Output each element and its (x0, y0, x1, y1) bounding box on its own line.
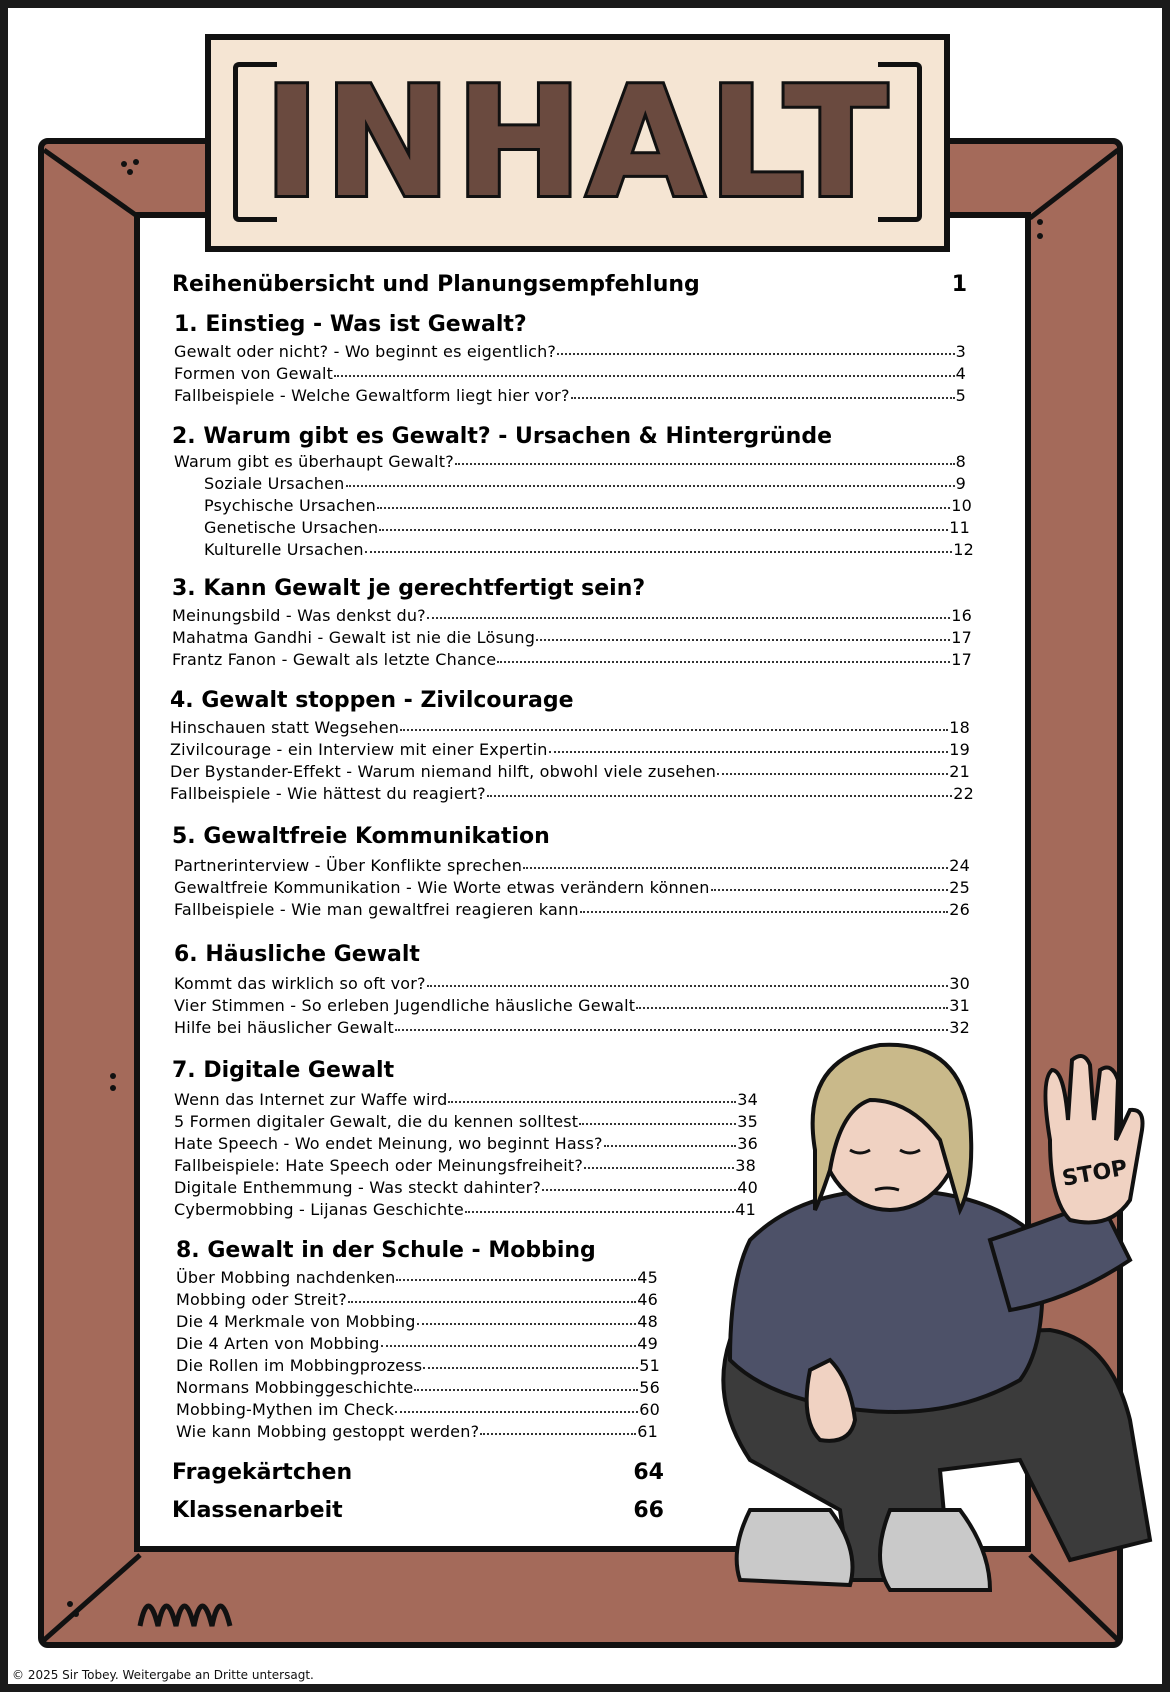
section-title-3: 3. Kann Gewalt je gerechtfertigt sein? (172, 576, 646, 601)
entry-page: 21 (949, 762, 970, 781)
toc-overview-page: 1 (951, 272, 967, 297)
entry-label: Hate Speech - Wo endet Meinung, wo beginnt Hass? (174, 1134, 603, 1153)
extra-page: 64 (633, 1460, 664, 1485)
entry-page: 12 (953, 540, 974, 559)
entry-page: 26 (949, 900, 970, 919)
toc-entry[interactable] (204, 496, 972, 515)
section-title-5: 5. Gewaltfreie Kommunikation (172, 824, 550, 849)
entry-page: 41 (735, 1200, 756, 1219)
entry-page: 34 (737, 1090, 758, 1109)
toc-entry[interactable] (174, 342, 966, 361)
toc-entry[interactable] (174, 900, 970, 919)
entry-page: 40 (737, 1178, 758, 1197)
toc-entry[interactable] (172, 606, 972, 625)
entry-label: Die Rollen im Mobbingprozess (176, 1356, 423, 1375)
entry-page: 9 (955, 474, 966, 493)
entry-label: Kulturelle Ursachen (204, 540, 364, 559)
section-title-1: 1. Einstieg - Was ist Gewalt? (174, 312, 527, 337)
entry-label: Wie kann Mobbing gestoppt werden? (176, 1422, 480, 1441)
entry-page: 8 (955, 452, 966, 471)
entry-label: Fallbeispiele - Welche Gewaltform liegt hier vor? (174, 386, 570, 405)
entry-label: Soziale Ursachen (204, 474, 345, 493)
toc-entry[interactable] (176, 1290, 658, 1309)
entry-label: Mobbing oder Streit? (176, 1290, 347, 1309)
section-title-2: 2. Warum gibt es Gewalt? - Ursachen & Hintergründe (172, 424, 832, 449)
copyright-footer: © 2025 Sir Tobey. Weitergabe an Dritte untersagt. (12, 1668, 314, 1682)
toc-entry[interactable] (204, 540, 974, 559)
entry-label: Hilfe bei häuslicher Gewalt (174, 1018, 395, 1037)
entry-page: 5 (955, 386, 966, 405)
entry-page: 48 (637, 1312, 658, 1331)
entry-page: 3 (955, 342, 966, 361)
entry-page: 61 (637, 1422, 658, 1441)
entry-label: Mobbing-Mythen im Check (176, 1400, 395, 1419)
toc-entry[interactable] (174, 1112, 758, 1131)
toc-overview[interactable] (172, 272, 967, 297)
entry-label: Fallbeispiele - Wie man gewaltfrei reagieren kann (174, 900, 579, 919)
entry-page: 10 (951, 496, 972, 515)
entry-label: Wenn das Internet zur Waffe wird (174, 1090, 448, 1109)
entry-label: Digitale Enthemmung - Was steckt dahinter? (174, 1178, 542, 1197)
toc-entry[interactable] (172, 628, 972, 647)
section-title-6: 6. Häusliche Gewalt (174, 942, 420, 967)
entry-page: 56 (639, 1378, 660, 1397)
entry-page: 18 (949, 718, 970, 737)
entry-label: Gewaltfreie Kommunikation - Wie Worte etwas verändern können (174, 878, 710, 897)
entry-label: Partnerinterview - Über Konflikte sprechen (174, 856, 523, 875)
entry-label: Die 4 Arten von Mobbing (176, 1334, 380, 1353)
entry-page: 45 (637, 1268, 658, 1287)
entry-page: 24 (949, 856, 970, 875)
entry-label: Genetische Ursachen (204, 518, 379, 537)
section-title-8: 8. Gewalt in der Schule - Mobbing (176, 1238, 596, 1263)
entry-page: 36 (737, 1134, 758, 1153)
extra-label: Klassenarbeit (172, 1498, 343, 1523)
entry-label: Über Mobbing nachdenken (176, 1268, 396, 1287)
entry-label: Fallbeispiele - Wie hättest du reagiert? (170, 784, 486, 803)
toc-entry[interactable] (174, 452, 966, 471)
entry-label: Hinschauen statt Wegsehen (170, 718, 400, 737)
entry-page: 11 (949, 518, 970, 537)
entry-label: Der Bystander-Effekt - Warum niemand hilft, obwohl viele zusehen (170, 762, 717, 781)
entry-page: 25 (949, 878, 970, 897)
toc-overview-label: Reihenübersicht und Planungsempfehlung (172, 272, 700, 297)
entry-label: Meinungsbild - Was denkst du? (172, 606, 426, 625)
toc-entry[interactable] (176, 1334, 658, 1353)
toc-entry[interactable] (176, 1400, 660, 1419)
entry-page: 22 (953, 784, 974, 803)
entry-page: 17 (951, 650, 972, 669)
title-banner (205, 34, 950, 252)
toc-entry[interactable] (176, 1422, 658, 1441)
entry-label: Vier Stimmen - So erleben Jugendliche häusliche Gewalt (174, 996, 636, 1015)
toc-entry[interactable] (204, 474, 966, 493)
toc-entry[interactable] (174, 974, 970, 993)
toc-extra-klassenarbeit[interactable] (172, 1498, 664, 1523)
section-title-4: 4. Gewalt stoppen - Zivilcourage (170, 688, 574, 713)
entry-label: Mahatma Gandhi - Gewalt ist nie die Lösung (172, 628, 536, 647)
toc-entry[interactable] (170, 762, 970, 781)
entry-page: 49 (637, 1334, 658, 1353)
toc-entry[interactable] (174, 1156, 756, 1175)
section-title-7: 7. Digitale Gewalt (172, 1058, 395, 1083)
entry-label: Kommt das wirklich so oft vor? (174, 974, 426, 993)
toc-entry[interactable] (176, 1268, 658, 1287)
extra-page: 66 (633, 1498, 664, 1523)
toc-entry[interactable] (170, 718, 970, 737)
entry-page: 51 (639, 1356, 660, 1375)
toc-entry[interactable] (174, 1090, 758, 1109)
toc-entry[interactable] (172, 650, 972, 669)
entry-label: Warum gibt es überhaupt Gewalt? (174, 452, 454, 471)
toc-entry[interactable] (174, 364, 966, 383)
toc-extra-fragekaertchen[interactable] (172, 1460, 664, 1485)
extra-label: Fragekärtchen (172, 1460, 353, 1485)
entry-label: Psychische Ursachen (204, 496, 376, 515)
entry-page: 4 (955, 364, 966, 383)
toc-entry[interactable] (176, 1312, 658, 1331)
toc-entry[interactable] (174, 1134, 758, 1153)
entry-page: 17 (951, 628, 972, 647)
page-title: INHALT (263, 54, 892, 231)
stop-text: STOP (1060, 1155, 1130, 1192)
toc-entry[interactable] (174, 996, 970, 1015)
toc-entry[interactable] (170, 740, 970, 759)
entry-label: Formen von Gewalt (174, 364, 334, 383)
toc-entry[interactable] (176, 1356, 660, 1375)
entry-label: Zivilcourage - ein Interview mit einer Expertin (170, 740, 548, 759)
entry-page: 16 (951, 606, 972, 625)
entry-page: 32 (949, 1018, 970, 1037)
toc-entry[interactable] (176, 1378, 660, 1397)
entry-page: 30 (949, 974, 970, 993)
toc-entry[interactable] (204, 518, 970, 537)
entry-page: 31 (949, 996, 970, 1015)
entry-page: 38 (735, 1156, 756, 1175)
entry-page: 60 (639, 1400, 660, 1419)
toc-entry[interactable] (170, 784, 974, 803)
entry-label: Frantz Fanon - Gewalt als letzte Chance (172, 650, 497, 669)
entry-label: Cybermobbing - Lijanas Geschichte (174, 1200, 464, 1219)
entry-label: Gewalt oder nicht? - Wo beginnt es eigentlich? (174, 342, 557, 361)
girl-stop-illustration (690, 1040, 1160, 1660)
entry-page: 19 (949, 740, 970, 759)
entry-label: Fallbeispiele: Hate Speech oder Meinungsfreiheit? (174, 1156, 584, 1175)
toc-entry[interactable] (174, 1018, 970, 1037)
entry-page: 46 (637, 1290, 658, 1309)
toc-entry[interactable] (174, 386, 966, 405)
entry-label: Die 4 Merkmale von Mobbing (176, 1312, 416, 1331)
entry-label: Normans Mobbinggeschichte (176, 1378, 414, 1397)
entry-page: 35 (737, 1112, 758, 1131)
toc-entry[interactable] (174, 1178, 758, 1197)
toc-entry[interactable] (174, 878, 970, 897)
entry-label: 5 Formen digitaler Gewalt, die du kennen solltest (174, 1112, 579, 1131)
toc-entry[interactable] (174, 1200, 756, 1219)
toc-entry[interactable] (174, 856, 970, 875)
